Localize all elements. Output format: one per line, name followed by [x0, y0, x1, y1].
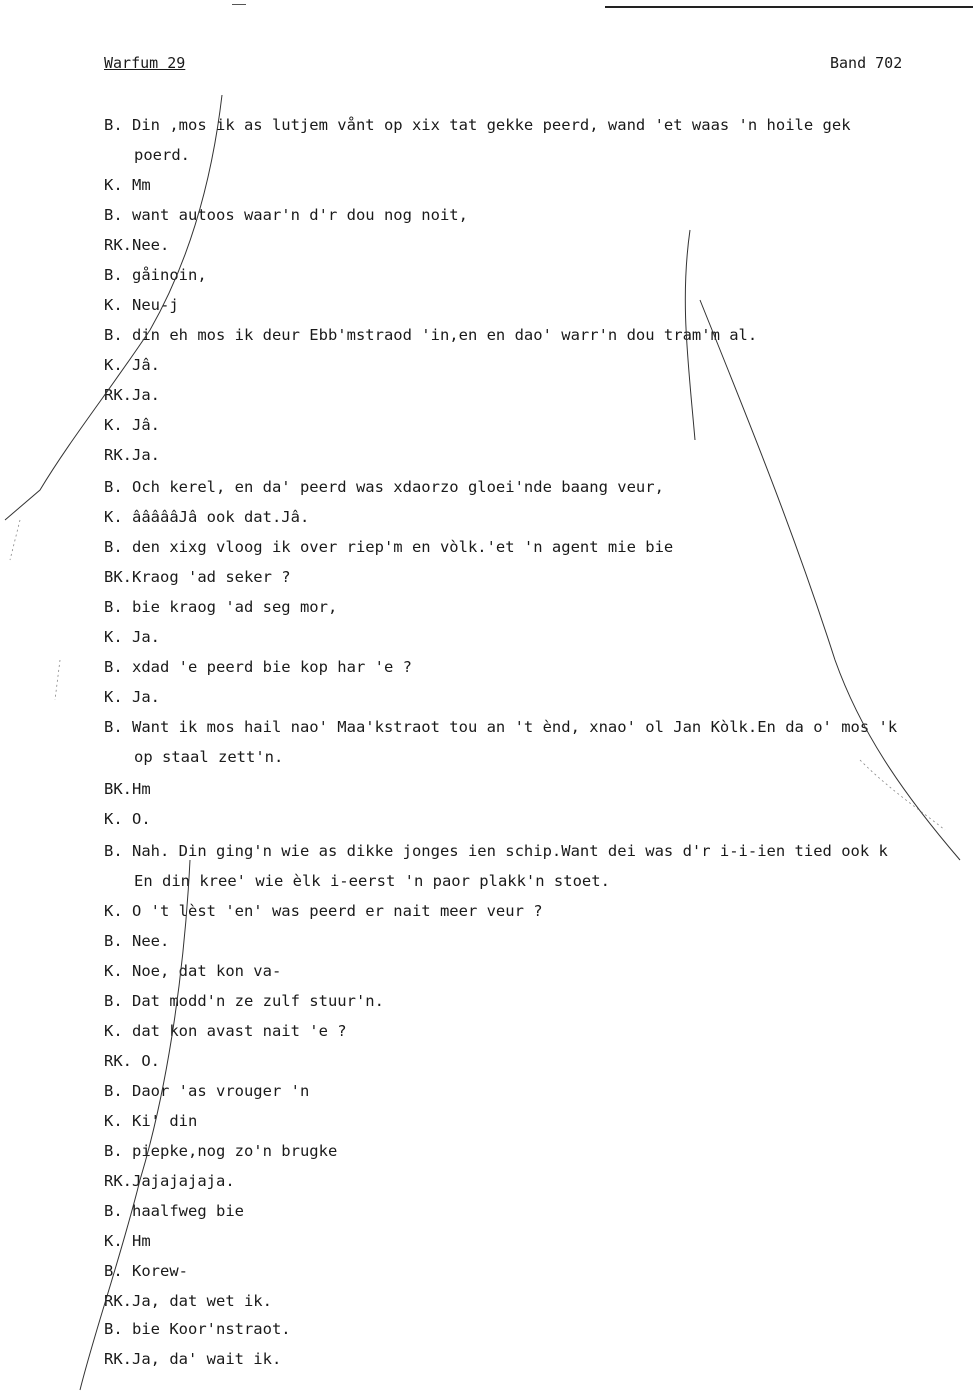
- transcript-line: RK.Nee.: [104, 236, 170, 254]
- transcript-line: K. Ja.: [104, 688, 160, 706]
- transcript-line: B. bie kraog 'ad seg mor,: [104, 598, 338, 616]
- top-border-rule: [605, 6, 973, 8]
- transcript-line: K. Mm: [104, 176, 151, 194]
- transcript-line: En din kree' wie èlk i-eerst 'n paor plakk'n stoet.: [134, 872, 610, 890]
- transcript-line: B. bie Koor'nstraot.: [104, 1320, 291, 1338]
- transcript-line: RK.Ja.: [104, 446, 160, 464]
- top-stray-mark: [232, 4, 246, 5]
- transcript-line: K. Ja.: [104, 628, 160, 646]
- transcript-line: B. Want ik mos hail nao' Maa'kstraot tou an 't ènd, xnao' ol Jan Kòlk.En da o' mos 'k: [104, 718, 898, 736]
- transcript-line: K. Ki' din: [104, 1112, 198, 1130]
- transcript-line: K. Jâ.: [104, 356, 160, 374]
- transcript-line: B. Nee.: [104, 932, 170, 950]
- transcript-line: B. din eh mos ik deur Ebb'mstraod 'in,en en dao' warr'n dou tram'm al.: [104, 326, 758, 344]
- transcript-line: poerd.: [134, 146, 190, 164]
- scratch-line: [700, 300, 960, 860]
- transcript-line: K. Noe, dat kon va-: [104, 962, 282, 980]
- page-header-left: Warfum 29: [104, 54, 186, 72]
- transcript-line: B. piepke,nog zo'n brugke: [104, 1142, 338, 1160]
- transcript-line: K. Neu-j: [104, 296, 179, 314]
- scratch-line: [55, 660, 60, 700]
- transcript-line: B. Dat modd'n ze zulf stuur'n.: [104, 992, 384, 1010]
- transcript-line: B. haalfweg bie: [104, 1202, 244, 1220]
- transcript-line: B. Daor 'as vrouger 'n: [104, 1082, 310, 1100]
- transcript-line: BK.Hm: [104, 780, 151, 798]
- transcript-line: B. xdad 'e peerd bie kop har 'e ?: [104, 658, 412, 676]
- transcript-line: B. want autoos waar'n d'r dou nog noit,: [104, 206, 468, 224]
- scratch-line: [860, 760, 945, 830]
- transcript-line: B. Din ,mos ik as lutjem vånt op xix tat gekke peerd, wand 'et waas 'n hoile gek: [104, 116, 851, 134]
- transcript-line: BK.Kraog 'ad seker ?: [104, 568, 291, 586]
- transcript-line: K. dat kon avast nait 'e ?: [104, 1022, 347, 1040]
- transcript-line: K. âââââJâ ook dat.Jâ.: [104, 508, 310, 526]
- transcript-line: B. gåinoin,: [104, 266, 207, 284]
- scratch-line: [10, 520, 20, 560]
- transcript-line: RK.Ja.: [104, 386, 160, 404]
- transcript-line: B. den xixg vloog ik over riep'm en vòlk.'et 'n agent mie bie: [104, 538, 674, 556]
- transcript-line: B. Korew-: [104, 1262, 188, 1280]
- transcript-line: K. O 't lèst 'en' was peerd er nait meer veur ?: [104, 902, 543, 920]
- transcript-line: RK.Ja, da' wait ik.: [104, 1350, 282, 1368]
- transcript-line: B. Och kerel, en da' peerd was xdaorzo gloei'nde baang veur,: [104, 478, 664, 496]
- transcript-line: K. O.: [104, 810, 151, 828]
- transcript-line: RK. O.: [104, 1052, 160, 1070]
- transcript-line: RK.Jajajajaja.: [104, 1172, 235, 1190]
- transcript-line: K. Hm: [104, 1232, 151, 1250]
- transcript-line: op staal zett'n.: [134, 748, 284, 766]
- transcript-line: B. Nah. Din ging'n wie as dikke jonges ien schip.Want dei was d'r i-i-ien tied ook k: [104, 842, 888, 860]
- page-header-right: Band 702: [830, 54, 903, 72]
- transcript-line: RK.Ja, dat wet ik.: [104, 1292, 272, 1310]
- transcript-line: K. Jâ.: [104, 416, 160, 434]
